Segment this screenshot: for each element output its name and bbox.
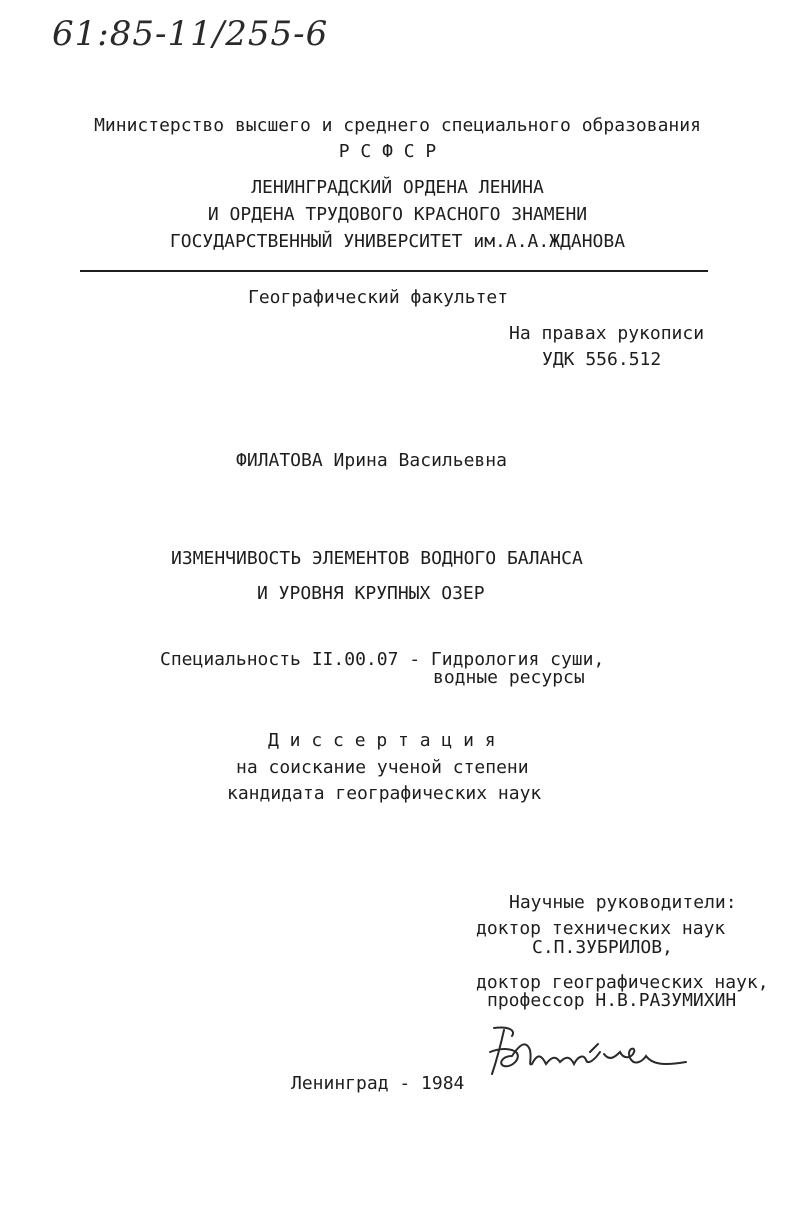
degree-line-1: на соискание ученой степени: [236, 757, 529, 778]
university-line-1: ЛЕНИНГРАДСКИЙ ОРДЕНА ЛЕНИНА: [251, 177, 544, 198]
signature-text: Филатова: [486, 1022, 491, 1023]
archive-mark: 61:85-11/255-6: [52, 14, 329, 54]
supervisor-2-name: профессор Н.В.РАЗУМИХИН: [487, 990, 737, 1011]
manuscript-rights: На правах рукописи: [509, 323, 705, 344]
degree-line-2: кандидата географических наук: [227, 783, 542, 804]
specialty-line-1: Специальность II.00.07 - Гидрология суши,: [160, 649, 605, 670]
republic-line: Р С Ф С Р: [338, 141, 437, 162]
thesis-title-line-1: ИЗМЕНЧИВОСТЬ ЭЛЕМЕНТОВ ВОДНОГО БАЛАНСА: [171, 548, 583, 569]
author-name: ФИЛАТОВА Ирина Васильевна: [236, 450, 507, 471]
dissertation-label: Д и с с е р т а ц и я: [268, 730, 496, 751]
supervisor-2-title: доктор географических наук,: [476, 972, 769, 993]
author-signature: [486, 1022, 706, 1082]
header-divider: [80, 270, 708, 272]
udc-code: УДК 556.512: [542, 349, 662, 370]
specialty-line-2: водные ресурсы: [433, 667, 585, 688]
supervisor-1-name: С.П.ЗУБРИЛОВ,: [532, 937, 673, 958]
thesis-title-line-2: И УРОВНЯ КРУПНЫХ ОЗЕР: [257, 583, 485, 604]
faculty-line: Географический факультет: [248, 287, 509, 308]
place-and-year: Ленинград - 1984: [291, 1073, 465, 1094]
university-line-3: ГОСУДАРСТВЕННЫЙ УНИВЕРСИТЕТ им.А.А.ЖДАНОВА: [169, 231, 626, 252]
supervisors-heading: Научные руководители:: [509, 892, 737, 913]
supervisor-1-title: доктор технических наук: [476, 918, 726, 939]
ministry-line: Министерство высшего и среднего специального образования: [94, 115, 701, 136]
university-line-2: И ОРДЕНА ТРУДОВОГО КРАСНОГО ЗНАМЕНИ: [207, 204, 588, 225]
